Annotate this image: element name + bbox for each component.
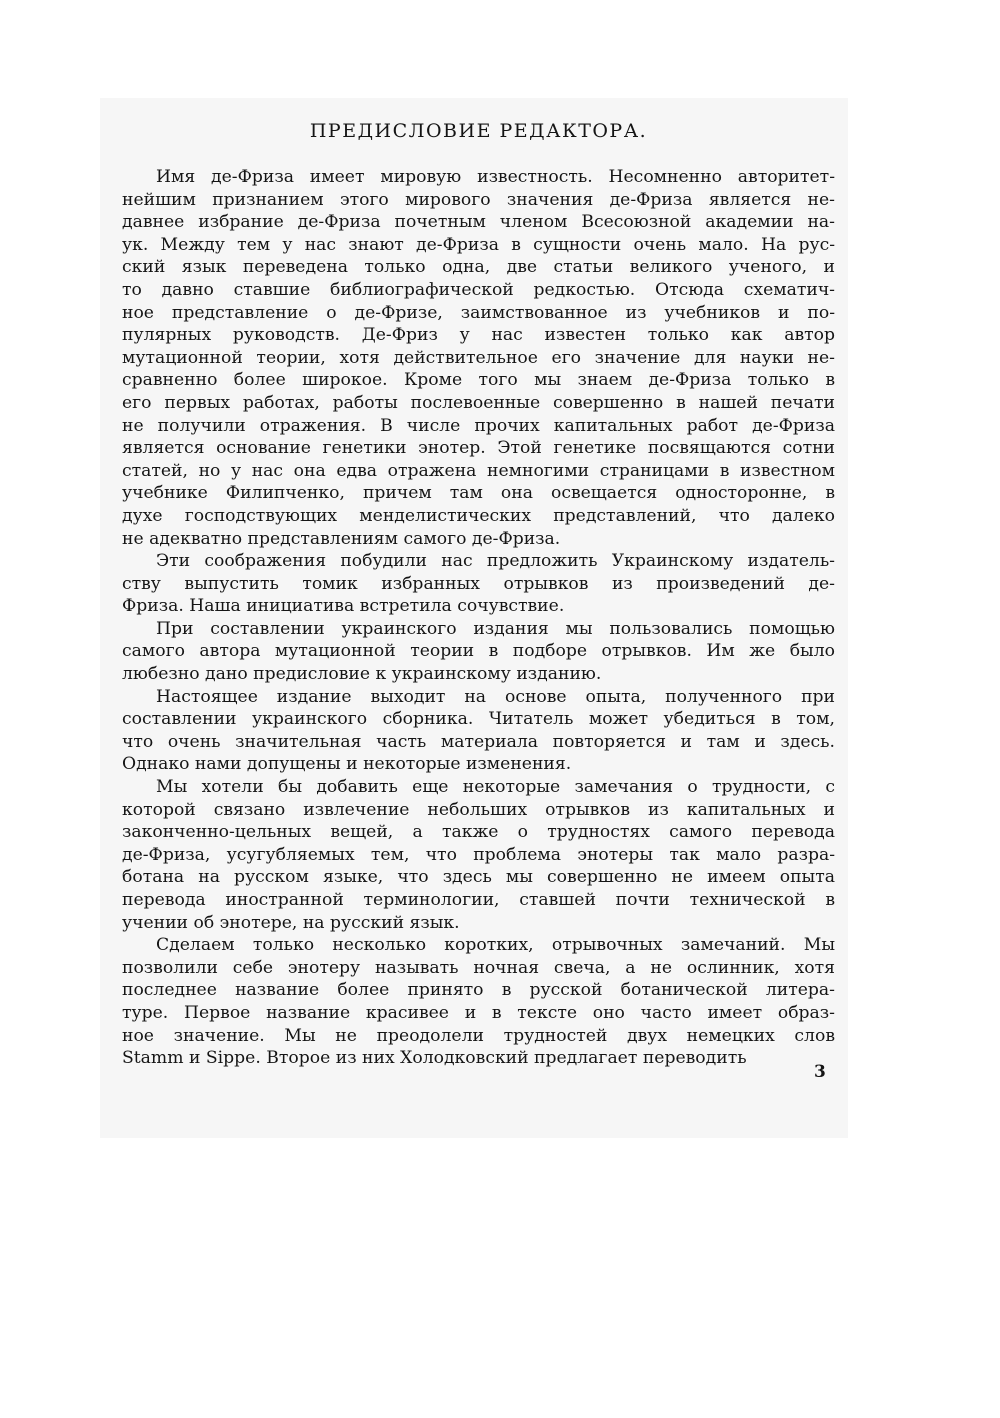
text-line: Имя де-Фриза имеет мировую известность. Несомненно авторитет- xyxy=(156,167,835,187)
text-line: давнее избрание де-Фриза почетным членом Всесоюзной академии на- xyxy=(122,212,835,233)
text-line: Сделаем только несколько коротких, отрывочных замечаний. Мы xyxy=(156,935,835,956)
text-line: перевода иностранной терминологии, ставшей почти технической в xyxy=(122,890,835,910)
paragraph xyxy=(122,550,835,618)
text-line: ству выпустить томик избранных отрывков из произведений де- xyxy=(122,573,835,594)
paragraph xyxy=(122,686,835,776)
page-title: ПРЕДИСЛОВИЕ РЕДАКТОРА. xyxy=(309,120,648,142)
text-line: последнее название более принято в русской ботанической литера- xyxy=(122,980,835,1001)
text-line: которой связано извлечение небольших отрывков из капитальных и xyxy=(122,799,835,820)
text-line: Фриза. Наша инициатива встретила сочувствие. xyxy=(122,596,565,617)
text-line: является основание генетики энотер. Этой генетике посвящаются сотни xyxy=(122,438,835,459)
text-line: позволили себе энотеру называть ночная свеча, а не ослинник, хотя xyxy=(122,957,835,978)
text-line: ский язык переведена только одна, две статьи великого ученого, и xyxy=(122,257,835,278)
text-line: не адекватно представлениям самого де-Фриза. xyxy=(122,528,561,549)
text-line: духе господствующих менделистических представлений, что далеко xyxy=(122,505,835,526)
text-line: Мы хотели бы добавить еще некоторые замечания о трудности, с xyxy=(156,777,835,798)
text-line: то давно ставшие библиографической редкостью. Отсюда схематич- xyxy=(122,279,835,300)
text-line: ное значение. Мы не преодолели трудностей двух немецких слов xyxy=(122,1025,835,1046)
page-content xyxy=(122,112,835,1070)
text-line: При составлении украинского издания мы пользовались помощью xyxy=(156,618,835,639)
text-line: пулярных руководств. Де-Фриз у нас известен только как автор xyxy=(122,325,835,346)
text-line: сравненно более широкое. Кроме того мы знаем де-Фриза только в xyxy=(122,370,835,391)
paragraph xyxy=(122,166,835,550)
text-line: де-Фриза, усугубляемых тем, что проблема энотеры так мало разра- xyxy=(122,844,835,865)
text-line: что очень значительная часть материала повторяется и там и здесь. xyxy=(122,731,835,752)
paragraph xyxy=(122,776,835,934)
text-line: статей, но у нас она едва отражена немногими страницами в известном xyxy=(122,460,835,481)
text-body xyxy=(122,166,835,1070)
text-line: законченно-цельных вещей, а также о трудностях самого перевода xyxy=(122,822,835,843)
text-line: Настоящее издание выходит на основе опыта, полученного при xyxy=(156,686,835,707)
text-line: не получили отражения. В числе прочих капитальных работ де-Фриза xyxy=(122,415,835,436)
text-line: его первых работах, работы послевоенные совершенно в нашей печати xyxy=(122,392,835,413)
text-line: ботана на русском языке, что здесь мы совершенно не имеем опыта xyxy=(122,867,835,888)
text-line: составлении украинского сборника. Читатель может убедиться в том, xyxy=(122,709,835,730)
text-line: Stamm и Sippe. Второе из них Холодковский предлагает переводить xyxy=(122,1048,747,1069)
paragraph xyxy=(122,934,835,1070)
text-line: нейшим признанием этого мирового значения де-Фриза является не- xyxy=(122,189,835,210)
text-line: любезно дано предисловие к украинскому изданию. xyxy=(122,664,602,685)
text-line: самого автора мутационной теории в подборе отрывков. Им же было xyxy=(122,641,835,662)
text-line: Эти соображения побудили нас предложить Украинскому издатель- xyxy=(156,551,835,572)
paragraph xyxy=(122,618,835,686)
text-line: ук. Между тем у нас знают де-Фриза в сущности очень мало. На рус- xyxy=(122,234,835,255)
text-line: ное представление о де-Фризе, заимствованное из учебников и по- xyxy=(122,302,835,323)
text-line: туре. Первое название красивее и в тексте оно часто имеет образ- xyxy=(122,1002,835,1023)
text-line: мутационной теории, хотя действительное его значение для науки не- xyxy=(122,347,835,368)
text-line: Однако нами допущены и некоторые изменения. xyxy=(122,754,572,775)
text-line: учении об энотере, на русский язык. xyxy=(122,912,460,933)
page-number: 3 xyxy=(814,1062,826,1082)
text-line: учебнике Филипченко, причем там она освещается односторонне, в xyxy=(122,483,835,504)
